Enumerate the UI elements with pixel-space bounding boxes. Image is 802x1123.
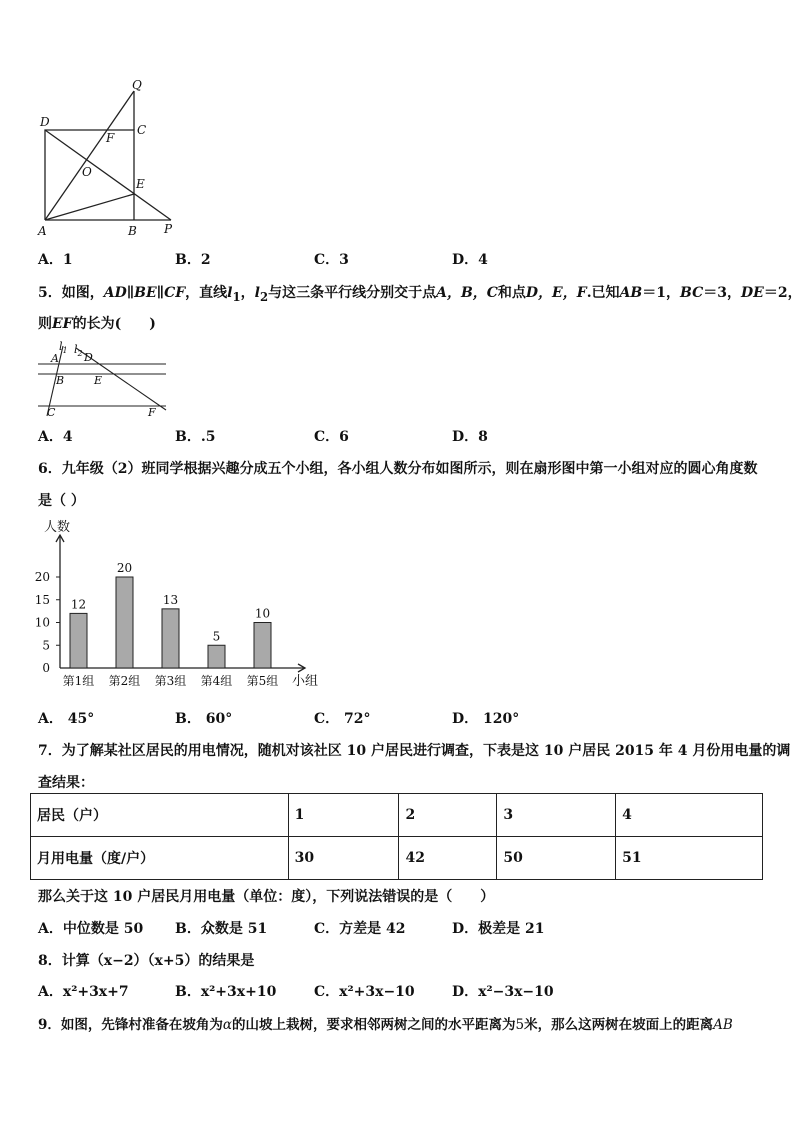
- table-cell: 1: [288, 794, 399, 837]
- table-cell: 2: [399, 794, 497, 837]
- label-q: Q: [132, 78, 142, 92]
- bar-value-label: 12: [70, 597, 87, 612]
- label-a: A: [51, 352, 59, 365]
- label-l1: $l_1$: [59, 340, 68, 355]
- q6-option-c[interactable]: C． 72°: [314, 711, 371, 727]
- label-c: C: [47, 406, 56, 419]
- label-l2: $l_2$: [74, 343, 83, 358]
- x-category-label: 第5组: [246, 674, 279, 688]
- q6-stem-line1: 6．九年级（2）班同学根据兴趣分成五个小组，各小组人数分布如图所示，则在扇形图中第一小组对应的圆心角度数: [38, 461, 758, 477]
- q9-stem-line1: 9．如图，先锋村准备在坡角为α的山坡上栽树，要求相邻两树之间的水平距离为5米，那么这两树在坡面上的距离AB: [38, 1017, 733, 1033]
- q5-option-b[interactable]: B．.5: [175, 429, 216, 445]
- bar-1: [70, 613, 87, 668]
- x-category-label: 第4组: [200, 674, 233, 688]
- bar-4: [208, 645, 225, 668]
- q7-option-d[interactable]: D．极差是 21: [452, 921, 545, 937]
- x-axis-label: 小组: [292, 674, 319, 689]
- table-cell: 30: [288, 837, 399, 880]
- segment-ae: [45, 194, 134, 220]
- label-a: A: [38, 224, 47, 238]
- label-f: F: [106, 131, 115, 145]
- q7-question: 那么关于这 10 户居民月用电量（单位：度），下列说法错误的是（ ）: [38, 889, 495, 905]
- q5-stem-line1: 5．如图，AD∥BE∥CF，直线$l_1$，$l_2$与这三条平行线分别交于点A，B，C和点D，E，F.已知AB＝1，BC＝3，DE＝2，: [38, 285, 802, 304]
- label-p: P: [164, 222, 173, 236]
- q8-option-a[interactable]: A．x²+3x+7: [38, 984, 129, 1000]
- q6-option-b[interactable]: B． 60°: [175, 711, 233, 727]
- label-d: D: [84, 351, 93, 364]
- q7-option-c[interactable]: C．方差是 42: [314, 921, 406, 937]
- y-tick-label: 0: [42, 661, 50, 675]
- label-e: E: [136, 177, 145, 191]
- label-c: C: [137, 123, 147, 137]
- bar-value-label: 20: [116, 561, 133, 575]
- table-cell: 50: [497, 837, 616, 880]
- table-cell: 51: [616, 837, 763, 880]
- q7-electricity-table: [30, 793, 763, 880]
- label-f: F: [148, 406, 156, 419]
- bar-2: [116, 577, 133, 668]
- y-axis-label: 人数: [44, 520, 71, 535]
- q5-option-d[interactable]: D．8: [452, 429, 488, 445]
- label-b: B: [56, 374, 65, 387]
- table-cell: 4: [616, 794, 763, 837]
- q8-option-d[interactable]: D．x²−3x−10: [452, 984, 554, 1000]
- q7-option-a[interactable]: A．中位数是 50: [38, 921, 144, 937]
- bar-value-label: 13: [162, 592, 179, 607]
- q6-bar-chart: [30, 515, 330, 695]
- q4-option-c[interactable]: C．3: [314, 252, 349, 268]
- q5-parallel-lines-figure: [36, 338, 170, 420]
- label-o: O: [82, 165, 92, 179]
- q6-option-a[interactable]: A． 45°: [38, 711, 95, 727]
- table-cell: 42: [399, 837, 497, 880]
- q4-geometry-figure: [30, 78, 190, 240]
- table-row-usage: [31, 837, 763, 880]
- bar-value-label: 5: [212, 629, 221, 644]
- table-cell: 月用电量（度/户）: [31, 837, 289, 880]
- q6-option-d[interactable]: D． 120°: [452, 711, 520, 727]
- segment-aq: [45, 91, 134, 220]
- q5-stem-line2: 则EF的长为( ): [38, 316, 156, 332]
- y-tick-label: 15: [34, 592, 50, 607]
- table-cell: 3: [497, 794, 616, 837]
- q4-option-b[interactable]: B．2: [175, 252, 211, 268]
- y-tick-label: 20: [34, 570, 50, 584]
- q5-option-c[interactable]: C．6: [314, 429, 349, 445]
- q7-stem-line1: 7．为了解某社区居民的用电情况，随机对该社区 10 户居民进行调查，下表是这 10 户居民 2015 年 4 月份用电量的调: [38, 743, 791, 759]
- x-category-label: 第1组: [62, 674, 95, 688]
- label-d: D: [40, 115, 50, 129]
- q7-option-b[interactable]: B．众数是 51: [175, 921, 268, 937]
- q8-question: 8．计算（x−2）（x+5）的结果是: [38, 953, 255, 969]
- x-category-label: 第3组: [154, 674, 187, 688]
- q6-stem-line2: 是（ ）: [38, 493, 85, 509]
- table-row-households: [31, 794, 763, 837]
- y-tick-label: 5: [42, 638, 50, 653]
- q5-option-a[interactable]: A．4: [38, 429, 73, 445]
- table-cell: 居民（户）: [31, 794, 289, 837]
- bar-5: [254, 623, 271, 669]
- q4-option-a[interactable]: A．1: [38, 252, 73, 268]
- q4-option-d[interactable]: D．4: [452, 252, 488, 268]
- bar-value-label: 10: [254, 606, 271, 621]
- x-category-label: 第2组: [108, 674, 141, 688]
- bar-3: [162, 609, 179, 668]
- label-e: E: [94, 374, 103, 387]
- q7-stem-line2: 查结果：: [38, 775, 94, 791]
- q8-option-b[interactable]: B．x²+3x+10: [175, 984, 277, 1000]
- y-tick-label: 10: [34, 615, 50, 630]
- label-b: B: [128, 224, 137, 238]
- q8-option-c[interactable]: C．x²+3x−10: [314, 984, 415, 1000]
